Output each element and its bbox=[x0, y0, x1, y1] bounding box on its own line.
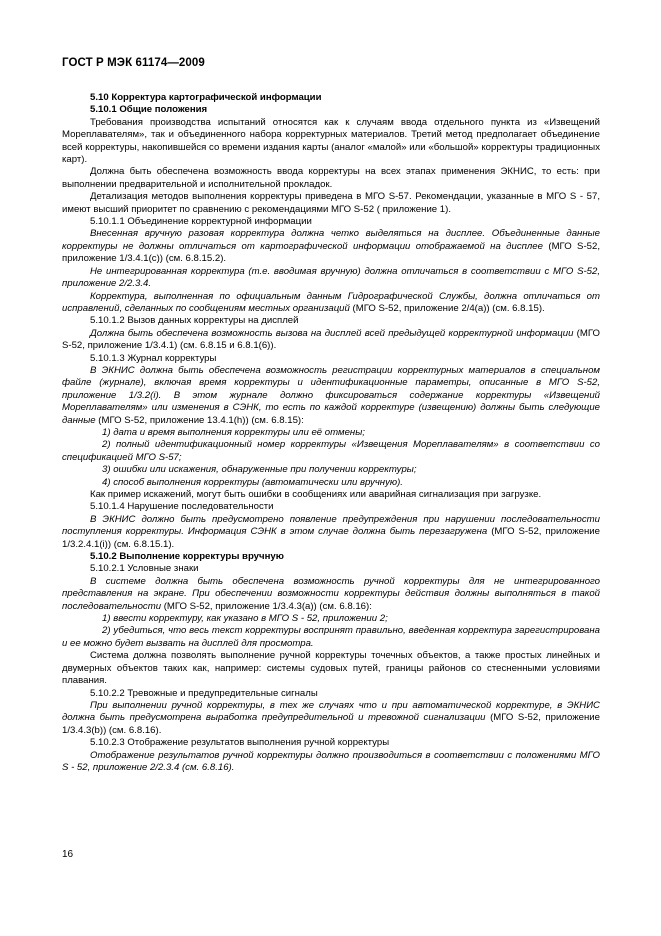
subsection-5-10-2-1-heading: 5.10.2.1 Условные знаки bbox=[90, 563, 199, 575]
paragraph: Система должна позволять выполнение ручной корректуры точечных объектов, а также простых линейных и двумерных объектов таких как, например: системы судовых путей, границы районов со стесненными условиями плавания. bbox=[62, 650, 600, 687]
list-item: 2) полный идентификационный номер корректуры «Извещения Мореплавателям» в соответствии со спецификацией МГО S-57; bbox=[62, 439, 600, 463]
subsection-5-10-2-2-heading: 5.10.2.2 Тревожные и предупредительные сигналы bbox=[90, 687, 318, 699]
list-item: 3) ошибки или искажения, обнаруженные при получении корректуры; bbox=[102, 464, 417, 476]
list-item: 1) ввести корректуру, как указано в МГО S - 52, приложении 2; bbox=[102, 613, 388, 625]
paragraph: Должна быть обеспечена возможность ввода корректуры на всех этапах применения ЭКНИС, то есть: при выполнении предварительной и исполнительной прокладок. bbox=[62, 166, 600, 190]
subsection-5-10-1-1-heading: 5.10.1.1 Объединение корректурной информации bbox=[90, 216, 312, 228]
paragraph: Отображение результатов ручной корректуры должно производиться в соответствии с положениями МГО S - 52, приложение 2/2.3.4 (см. 6.8.16). bbox=[62, 749, 600, 773]
paragraph: Не интегрированная корректура (т.е. вводимая вручную) должна отличаться в соответствии с МГО S-52, приложение 2/2.3.4. bbox=[62, 265, 600, 290]
list-item: 2) убедиться, что весь текст корректуры воспринят правильно, введенная корректура зарегистрирована и ее можно будет вызвать на дисплей для просмотра. bbox=[62, 625, 600, 649]
paragraph: В ЭКНИС должна быть обеспечена возможность регистрации корректурных материалов в специальном файле (журнале), включая время корректуры и идентификационные параметры, описанные в МГО S-52, приложение 1/3.2(i). В этом журнале должно фиксироваться содержание корректуры «Извещений Мореплавателям» или изменения в СЭНК, то есть по каждой корректуре (извещению) должны быть следующие данные (МГО S-52, приложение 13.4.1(h)) (см. 6.8.15): bbox=[62, 364, 600, 426]
paragraph: В ЭКНИС должно быть предусмотрено появление предупреждения при нарушении последовательности поступления корректуры. Информация СЭНК в этом случае должна быть перезагружена (МГО S-52, приложение 1/3.2.4.1(i)) (см. 6.8.15.1). bbox=[62, 513, 600, 550]
paragraph: В системе должна быть обеспечена возможность ручной корректуры для не интегрированного представления на экране. При обеспечении возможности корректуры действия должны выполняться в такой последовательности (МГО S-52, приложение 1/3.4.3(а)) (см. 6.8.16): bbox=[62, 575, 600, 612]
paragraph: Как пример искажений, могут быть ошибки в сообщениях или аварийная сигнализация при загрузке. bbox=[90, 489, 542, 500]
subsection-5-10-1-4-heading: 5.10.1.4 Нарушение последовательности bbox=[90, 501, 274, 513]
section-5-10-2-heading: 5.10.2 Выполнение корректуры вручную bbox=[90, 551, 284, 563]
list-item: 1) дата и время выполнения корректуры или её отмены; bbox=[102, 426, 365, 438]
subsection-5-10-2-3-heading: 5.10.2.3 Отображение результатов выполнения ручной корректуры bbox=[90, 737, 390, 749]
section-5-10-heading: 5.10 Корректура картографической информации bbox=[90, 92, 322, 103]
paragraph: Детализация методов выполнения корректуры приведена в МГО S-57. Рекомендации, указанные в МГО S - 57, имеют высший приоритет по сравнению с рекомендациями МГО S-52 ( приложение 1). bbox=[62, 191, 600, 215]
paragraph: Корректура, выполненная по официальным данным Гидрографической Службы, должна отличаться от исправлений, сделанных по сообщениям местных организаций (МГО S-52, приложение 2/4(а)) (см. 6.8.15). bbox=[62, 290, 600, 314]
section-5-10-1-heading: 5.10.1 Общие положения bbox=[90, 104, 208, 116]
document-body bbox=[62, 92, 600, 774]
subsection-5-10-1-3-heading: 5.10.1.3 Журнал корректуры bbox=[90, 352, 217, 364]
subsection-5-10-1-2-heading: 5.10.1.2 Вызов данных корректуры на дисплей bbox=[90, 315, 299, 327]
paragraph: При выполнении ручной корректуры, в тех же случаях что и при автоматической корректуре, в ЭКНИС должна быть предусмотрена выработка предупредительной и тревожной сигнализации (МГО S-52, приложение 1/3.4.3(b)) (см. 6.8.16). bbox=[62, 699, 600, 736]
paragraph: Требования производства испытаний относятся как к случаям ввода отдельного пункта из «Извещений Мореплавателям», так и объединенного набора корректурных материалов. Третий метод предполагает объединение всей корректуры, накопившейся со времени издания карты (аналог «малой» или «большой» корректуры традиционных карт). bbox=[62, 116, 600, 166]
page-number: 16 bbox=[62, 849, 74, 860]
paragraph: Внесенная вручную разовая корректура должна четко выделяться на дисплее. Объединенные данные корректуры не должны отличаться от картографической информации отображаемой на дисплее (МГО S-52, приложение 1/3.4.1(с)) (см. 6.8.15.2). bbox=[62, 228, 600, 265]
list-item: 4) способ выполнения корректуры (автоматически или вручную). bbox=[102, 476, 403, 488]
paragraph: Должна быть обеспечена возможность вызова на дисплей всей предыдущей корректурной информации (МГО S-52, приложение 1/3.4.1) (см. 6.8.15 и 6.8.1(6)). bbox=[62, 327, 600, 352]
document-header: ГОСТ Р МЭК 61174—2009 bbox=[62, 57, 205, 69]
